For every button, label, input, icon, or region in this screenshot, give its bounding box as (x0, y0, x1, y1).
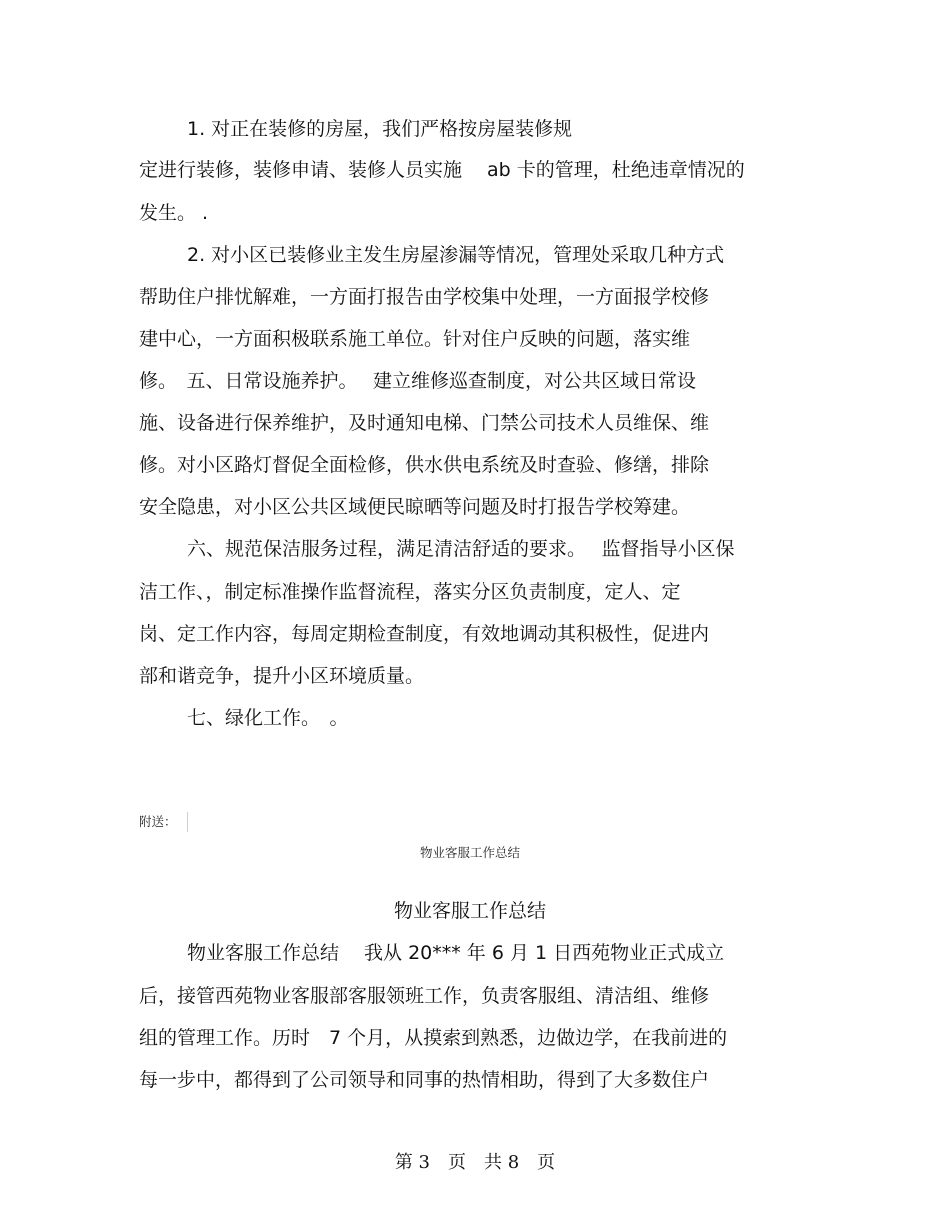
summary-line: 物业客服工作总结 我从 20*** 年 6 月 1 日西苑物业正式成立 (187, 942, 725, 964)
body-line: 修。 五、日常设施养护。 建立维修巡查制度，对公共区域日常设 (139, 370, 697, 392)
body-line: 部和谐竞争，提升小区环境质量。 (139, 665, 425, 687)
summary-line: 组的管理工作。历时 7 个月，从摸索到熟悉，边做边学，在我前进的 (139, 1027, 728, 1049)
section-title: 物业客服工作总结 (393, 900, 546, 922)
body-line: 施、设备进行保养维护，及时通知电梯、门禁公司技术人员维保、维 (139, 412, 710, 434)
body-line: 2. 对小区已装修业主发生房屋渗漏等情况，管理处采取几种方式 (187, 244, 725, 266)
summary-line: 每一步中，都得到了公司领导和同事的热情相助，得到了大多数住户 (139, 1069, 710, 1091)
attached-label: 附送： (139, 814, 177, 829)
summary-line: 后，接管西苑物业客服部客服领班工作，负责客服组、清洁组、维修 (139, 985, 710, 1007)
body-line: 修。对小区路灯督促全面检修，供水供电系统及时查验、修缮，排除 (139, 454, 710, 476)
body-line: 1. 对正在装修的房屋，我们严格按房屋装修规 (187, 118, 573, 140)
body-line: 六、规范保洁服务过程，满足清洁舒适的要求。 监督指导小区保 (187, 538, 735, 560)
small-title: 物业客服工作总结 (419, 845, 520, 860)
body-line: 安全隐患，对小区公共区域便民晾晒等问题及时打报告学校筹建。 (139, 496, 691, 518)
body-line: 帮助住户排忧解难，一方面打报告由学校集中处理，一方面报学校修 (139, 286, 710, 308)
body-line: 建中心，一方面积极联系施工单位。针对住户反映的问题，落实维 (139, 328, 691, 350)
body-line: 发生。 . (139, 202, 209, 224)
body-line: 洁工作、，制定标准操作监督流程，落实分区负责制度，定人、定 (139, 581, 681, 603)
body-line: 定进行装修，装修申请、装修人员实施 ab 卡的管理，杜绝违章情况的 (139, 159, 745, 181)
body-line: 岗、定工作内容，每周定期检查制度，有效地调动其积极性，促进内 (139, 623, 710, 645)
page-footer: 第 3 页 共 8 页 (394, 1152, 556, 1173)
divider (187, 812, 188, 832)
body-line: 七、绿化工作。 。 (187, 707, 349, 729)
